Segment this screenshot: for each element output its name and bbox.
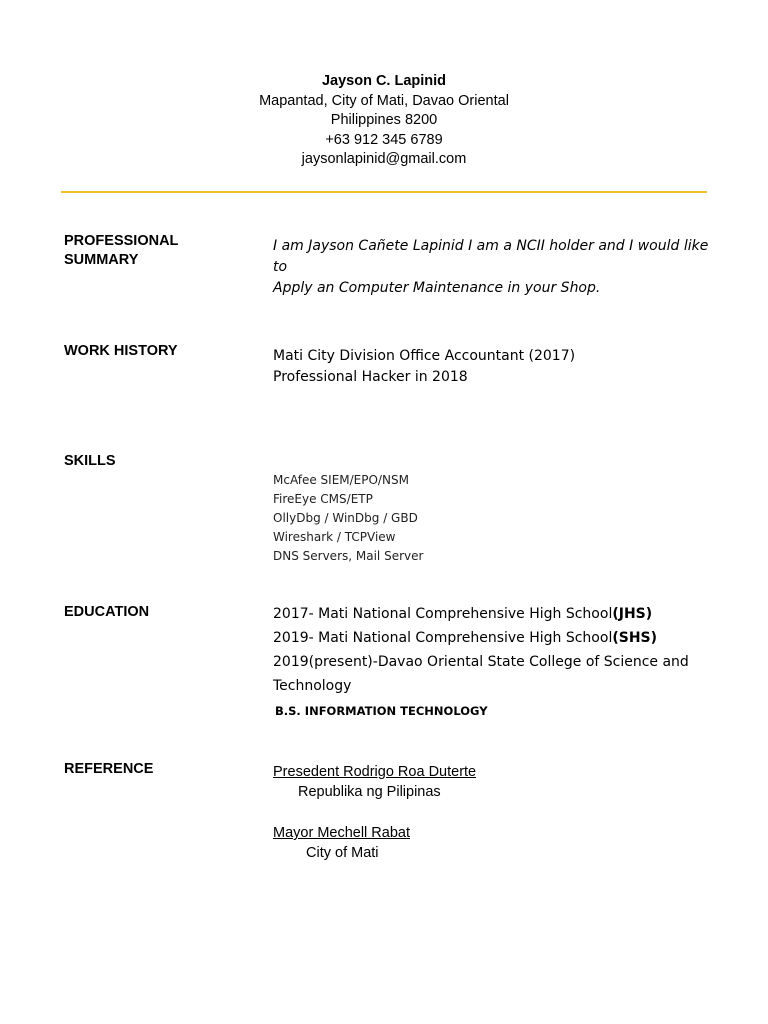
email-address: jaysonlapinid@gmail.com [301, 151, 467, 167]
address-line-1: Mapantad, City of Mati, Davao Oriental [259, 92, 509, 109]
education-school: 2017- Mati National Comprehensive High School [273, 606, 613, 622]
section-label-summary [64, 232, 178, 270]
college-line-2: Technology [273, 678, 352, 694]
summary-text [273, 236, 713, 299]
summary-label-line-2: SUMMARY [64, 252, 139, 268]
skill-item: McAfee SIEM/EPO/NSM [273, 473, 409, 487]
degree: B.S. INFORMATION TECHNOLOGY [275, 704, 488, 718]
header-divider [61, 191, 707, 193]
skill-item: Wireshark / TCPView [273, 530, 396, 544]
skill-item: FireEye CMS/ETP [273, 492, 373, 506]
work-item: Professional Hacker in 2018 [273, 369, 468, 385]
applicant-name: Jayson C. Lapinid [321, 73, 447, 89]
reference-name: Mayor Mechell Rabat [273, 825, 410, 841]
reference-affiliation: City of Mati [306, 845, 379, 861]
summary-line-2: Apply an Computer Maintenance in your Shop. [273, 280, 601, 296]
summary-label-line-1: PROFESSIONAL [64, 233, 179, 249]
education-item [273, 602, 713, 626]
reference-affiliation: Republika ng Pilipinas [298, 784, 441, 800]
reference-list [273, 762, 713, 863]
section-label-education: EDUCATION [64, 604, 150, 620]
education-level: (SHS) [612, 630, 658, 646]
reference-name: Presedent Rodrigo Roa Duterte [273, 764, 477, 780]
section-label-skills: SKILLS [64, 453, 116, 469]
section-label-work-history: WORK HISTORY [64, 343, 178, 359]
skills-list [273, 471, 713, 566]
address-line-2: Philippines 8200 [330, 112, 438, 128]
skill-item: DNS Servers, Mail Server [273, 549, 424, 563]
work-history-list [273, 346, 713, 388]
education-school: 2019- Mati National Comprehensive High School [273, 630, 613, 646]
summary-line-1: I am Jayson Cañete Lapinid I am a NCII holder and I would like to [273, 238, 709, 275]
phone-number: +63 912 345 6789 [325, 131, 443, 148]
resume-header [0, 72, 768, 170]
college-line-1: 2019(present)-Davao Oriental State College of Science and [273, 654, 689, 670]
skill-item: OllyDbg / WinDbg / GBD [273, 511, 418, 525]
education-level: (JHS) [612, 606, 653, 622]
section-label-reference: REFERENCE [64, 761, 154, 777]
education-list [273, 602, 713, 724]
education-item [273, 626, 713, 650]
work-item: Mati City Division Office Accountant (2017) [273, 348, 576, 364]
